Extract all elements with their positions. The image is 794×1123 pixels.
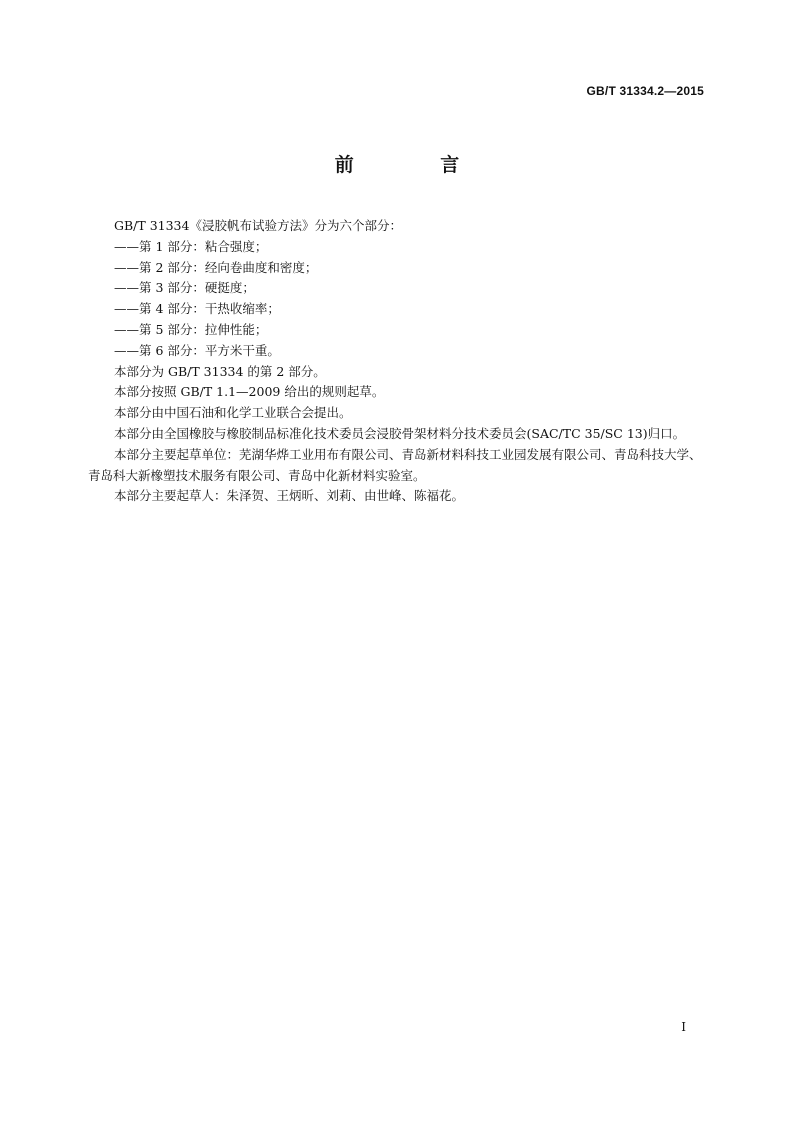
- paragraph-drafting-rules: 本部分按照 GB/T 1.1—2009 给出的规则起草。: [114, 384, 385, 400]
- list-item-part-1: ——第 1 部分：粘合强度；: [114, 238, 268, 254]
- list-item-part-6: ——第 6 部分：平方米干重。: [114, 342, 280, 358]
- preface-body: [88, 216, 706, 507]
- paragraph-proposer: 本部分由中国石油和化学工业联合会提出。: [114, 405, 352, 421]
- paragraph-part-statement: 本部分为 GB/T 31334 的第 2 部分。: [114, 363, 326, 379]
- page-title: 前 言: [334, 154, 500, 176]
- list-item-part-3: ——第 3 部分：硬挺度；: [114, 280, 255, 296]
- paragraph-intro: GB/T 31334《浸胶帆布试验方法》分为六个部分：: [114, 218, 402, 233]
- standard-number: GB/T 31334.2—2015: [586, 84, 704, 98]
- paragraph-drafters: 本部分主要起草人：朱泽贺、王炳昕、刘莉、由世峰、陈福花。: [114, 488, 465, 504]
- list-item-part-2: ——第 2 部分：经向卷曲度和密度；: [114, 259, 318, 275]
- paragraph-drafting-organizations: 本部分主要起草单位：芜湖华烨工业用布有限公司、青岛新材料科技工业园发展有限公司、青岛科技大学、青岛科大新橡塑技术服务有限公司、青岛中化新材料实验室。: [88, 446, 702, 483]
- list-item-part-4: ——第 4 部分：干热收缩率；: [114, 301, 280, 317]
- paragraph-technical-committee: 本部分由全国橡胶与橡胶制品标准化技术委员会浸胶骨架材料分技术委员会(SAC/TC 35/SC 13)归口。: [114, 425, 686, 441]
- page-number: I: [681, 1020, 686, 1034]
- list-item-part-5: ——第 5 部分：拉伸性能；: [114, 321, 268, 337]
